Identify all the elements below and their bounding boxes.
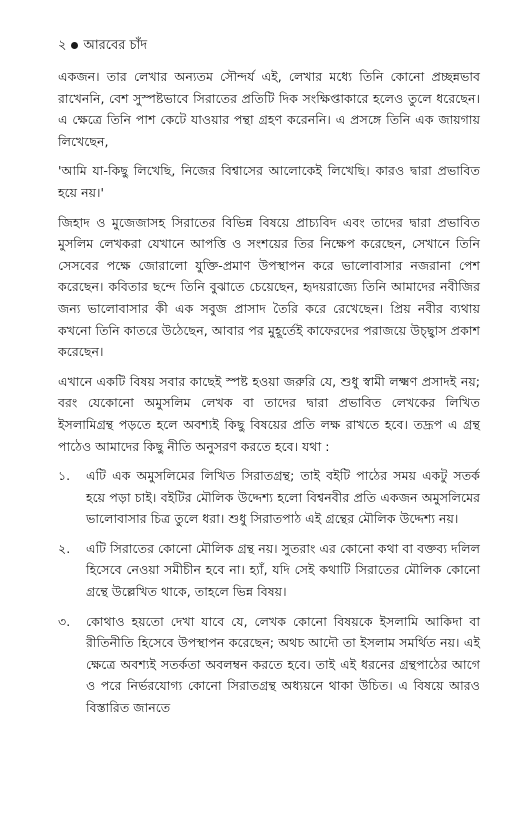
list-item-text: এটি এক অমুসলিমের লিখিত সিরাতগ্রন্থ; তাই বইটি পাঠের সময় একটু সতর্ক হয়ে পড়া চাই। বইটির মৌলিক উদ্দেশ্য হলো বিশ্বনবীর প্রতি একজন অমুসলিমের ভালোবাসার চিত্র তুলে ধরা। শুধু সিরাতপাঠ এই গ্রন্থের মৌলিক উদ্দেশ্য নয়। [86, 468, 480, 527]
paragraph-continuation: একজন। তার লেখার অন্যতম সৌন্দর্য এই, লেখার মধ্যে তিনি কোনো প্রচ্ছন্নভাব রাখেননি, বেশ সুস্পষ্টভাবে সিরাতের প্রতিটি দিক সংক্ষিপ্তাকারে হলেও তুলে ধরেছেন। এ ক্ষেত্রে তিনি পাশ কেটে যাওয়ার পন্থা গ্রহণ করেননি। এ প্রসঙ্গে তিনি এক জায়গায় লিখেছেন, [58, 69, 480, 149]
paragraph-note: এখানে একটি বিষয় সবার কাছেই স্পষ্ট হওয়া জরুরি যে, শুধু স্বামী লক্ষ্মণ প্রসাদই নয়; বরং যেকোনো অমুসলিম লেখক বা তাদের দ্বারা প্রভাবিত লেখকের লিখিত ইসলামিগ্রন্থ পড়তে হলে অবশ্যই কিছু বিষয়ের প্রতি লক্ষ রাখতে হবে। তদ্রূপ এ গ্রন্থ পাঠেও আমাদের কিছু নীতি অনুসরণ করতে হবে। যথা : [58, 373, 480, 454]
list-item-number: ৩. [58, 613, 71, 629]
page-body [58, 66, 480, 727]
list-item-number: ১. [58, 468, 71, 484]
principles-list [58, 465, 480, 719]
running-header [58, 38, 147, 54]
list-item [58, 465, 480, 530]
list-item-number: ২. [58, 540, 71, 556]
list-item-text: এটি সিরাতের কোনো মৌলিক গ্রন্থ নয়। সুতরাং এর কোনো কথা বা বক্তব্য দলিল হিসেবে নেওয়া সমীচীন হবে না। হ্যাঁ, যদি সেই কথাটি সিরাতের মৌলিক কোনো গ্রন্থে উল্লেখিত থাকে, তাহলে ভিন্ন বিষয়। [86, 540, 480, 600]
bullet-separator-icon [71, 42, 78, 49]
list-item [58, 538, 480, 603]
running-title: আরবের চাঁদ [83, 38, 148, 53]
paragraph-jihad: জিহাদ ও মুজেজাসহ সিরাতের বিভিন্ন বিষয়ে প্রাচ্যবিদ এবং তাদের দ্বারা প্রভাবিত মুসলিম লেখকরা যেখানে আপত্তি ও সংশয়ের তির নিক্ষেপ করেছেন, সেখানে তিনি সেসবের পক্ষে জোরালো যুক্তি-প্রমাণ উপস্থাপন করে ভালোবাসার নজরানা পেশ করেছেন। কবিতার ছন্দে তিনি বুঝাতে চেয়েছেন, হৃদয়রাজ্যে তিনি আমাদের নবীজির জন্য ভালোবাসার কী এক সবুজ প্রাসাদ তৈরি করে রেখেছেন। প্রিয় নবীর ব্যথায় কখনো তিনি কাতরে উঠেছেন, আবার পর মুহূর্তেই কাফেরদের পরাজয়ে উচ্ছ্বাস প্রকাশ করেছেন। [58, 214, 480, 360]
list-item-text: কোথাও হয়তো দেখা যাবে যে, লেখক কোনো বিষয়কে ইসলামি আকিদা বা রীতিনীতি হিসেবে উপস্থাপন করেছেন; অথচ আদৌ তা ইসলাম সমর্থিত নয়। এই ক্ষেত্রে অবশ্যই সতর্কতা অবলম্বন করতে হবে। তাই এই ধরনের গ্রন্থপাঠের আগে ও পরে নির্ভরযোগ্য কোনো সিরাতগ্রন্থ অধ্যয়নে থাকা উচিত। এ বিষয়ে আরও বিস্তারিত জানতে [86, 613, 480, 716]
page-number: ২ [58, 38, 67, 53]
quote-paragraph: 'আমি যা-কিছু লিখেছি, নিজের বিশ্বাসের আলোকেই লিখেছি। কারও দ্বারা প্রভাবিত হয়ে নয়।' [58, 163, 480, 200]
list-item [58, 611, 480, 719]
